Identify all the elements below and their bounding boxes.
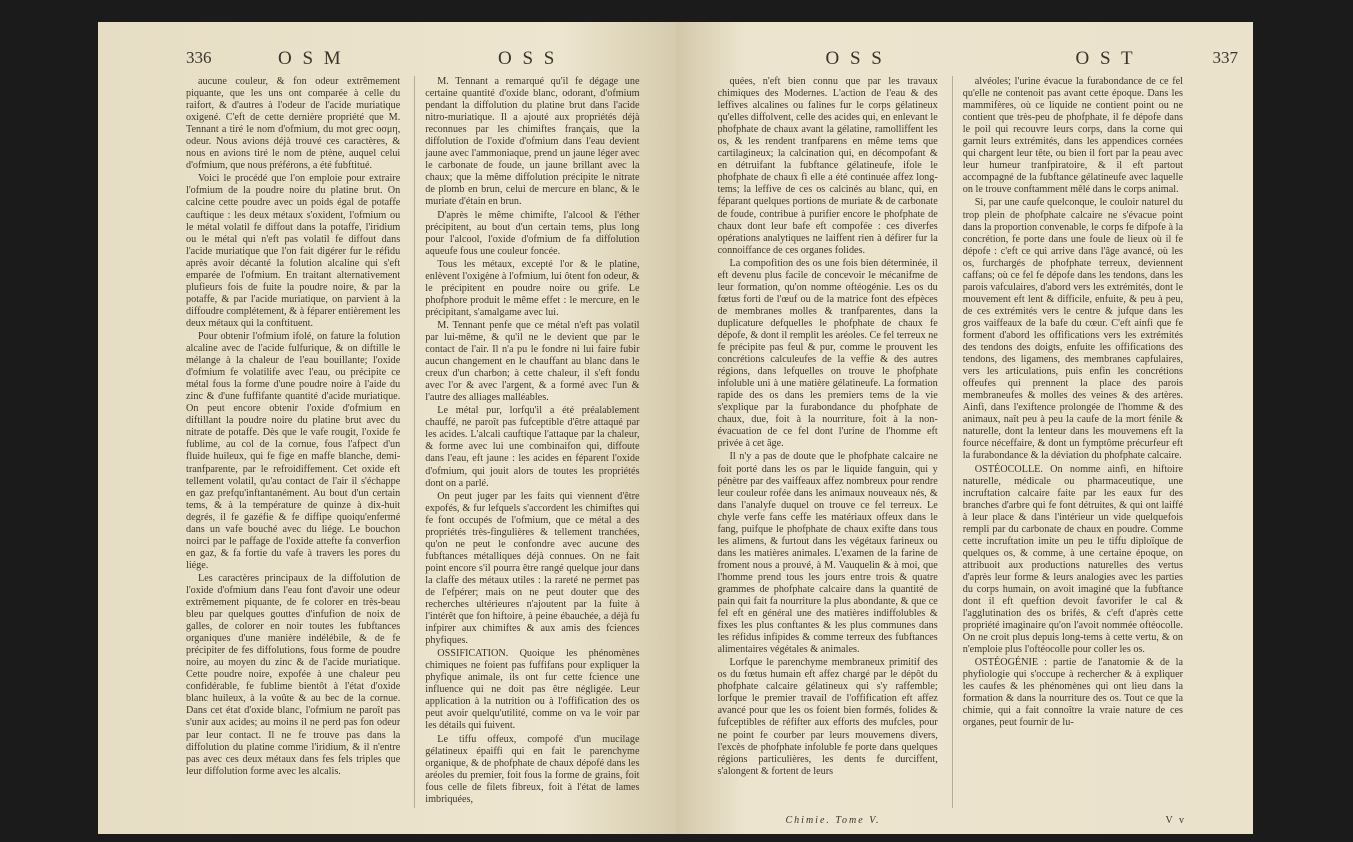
paragraph: OSSIFICATION. Quoique les phénomènes chimiques ne foient pas fuffifans pour expliquer la phyfique animale, ils ont fur cette fcience une influence qui ne doit pas être négligée. Leur application à la nutrition ou à l'offification des os peut avoir quelqu'utilité, comme on va le voir par les détails qui fuivent.: [425, 648, 640, 732]
paragraph: Le tiffu offeux, compofé d'un mucilage gélatineux épaiffi qui en fait le parenchyme organique, & de phofphate de chaux dépofé dans les aréoles du premier, foit fous la forme de grains, foit fous celle de filets fibreux, foit à l'état de lames imbriquées,: [425, 733, 640, 805]
paragraph: La compofition des os une fois bien déterminée, il eft devenu plus facile de concevoir le mécanifme de leur formation, qu'on nomme oftéogénie. Les os du fœtus forti de l'œuf ou de la matrice font des efpèces de membranes molles & tranfparentes, dans la duplicature defquelles le phofphate de chaux fe dépofe, & dont il remplit les aréoles. Ce fel terreux ne fe précipite pas feul & pur, comme le prouvent les concrétions calculeufes de la veffie & des autres régions, dans lefquelles on trouve le phofphate infoluble uni à une matière gélatineufe. La formation rapide des os dans les premiers tems de la vie s'explique par la furabondance du phofphate de chaux, due, foit à la nourriture, foit à la non-évacuation de ce fel dont l'urine de l'homme eft privée à cet âge.: [717, 257, 938, 450]
paragraph: M. Tennant a remarqué qu'il fe dégage une certaine quantité d'oxide blanc, odorant, d'ofmium pendant la diffolution du platine brut dans l'acide nitro-muriatique. Il a ajouté aux propriétés déjà reconnues par les chimiftes français, que la diffolution de l'oxide d'ofmium dans l'eau devient jaune avec l'ammoniaque, prend un jaune léger avec le carbonate de foude, un jaune brillant avec la chaux; que la même diffolution précipite le nitrate de plomb en brun, celui de mercure en blanc, & le muriate d'étain en brun.: [425, 76, 640, 208]
right-column-1: [718, 76, 938, 808]
signature-mark: V v: [1165, 815, 1187, 826]
paragraph: OSTÉOCOLLE. On nomme ainfi, en hiftoire naturelle, médicale ou pharmaceutique, une incruftation calcaire faite par les eaux fur des branches d'arbre qui fe font détruites, & qui ont laiffé à leur place & dans l'intérieur un vide quelquefois rempli par du carbonate de chaux en poudre. Comme cette incruftation imite un peu le tiffu diploïque de quelques os, & comme, à une certaine époque, on attribuoit aux productions naturelles des vertus d'après leur forme & leurs analogies avec les parties du corps humain, on avoit imaginé que la fubftance dont il eft queftion devoit favorifer le cal & l'agglutination des os brifés, & c'eft d'après cette propriété imaginaire qu'on l'avoit nommée oftéocolle. On ne croit plus depuis long-tems à cette vertu, & on n'emploie plus l'oftéocolle pour coller les os.: [962, 463, 1183, 656]
paragraph: Si, par une caufe quelconque, le couloir naturel du trop plein de phofphate calcaire ne s'évacue point dans la proportion convenable, le corps fe difpofe à la concrétion, fe porte dans une foule de lieux où il fe dépofe : c'eft ce qui arrive dans l'âge avancé, où les os, furchargés de phofphate terreux, deviennent caffans; où ce fel fe dépofe dans les tendons, dans les parois vafculaires, d'abord vers les extrémités, dont le mouvement eft lent & difficile, enfuite, & peu à peu, de ces extrémités vers le centre & jufque dans les gros vaiffeaux de la bafe du cœur. C'eft ainfi que fe forment d'abord les offifications vers les extrémités des tendons des doigts, enfuite les offifications des tendons, des ligamens, des membranes capfulaires, vers les articulations, puis enfin les concrétions offeufes qui prennent la place des parois membraneufes & molles des veines & des artères. Ainfi, dans l'exiftence prolongée de l'homme & des animaux, naît peu à peu la caufe de la mort fénile & naturelle, dont la lenteur dans les mouvemens eft la fource néceffaire, & dont un fymptôme précurfeur eft la furabondance & la déviation du phofphate calcaire.: [962, 197, 1183, 462]
signature-line: Chimie. Tome V.: [785, 815, 881, 826]
paragraph: Lorfque le parenchyme membraneux primitif des os du fœtus humain eft affez chargé par le dépôt du phofphate calcaire gélatineux qui s'y raffemble; lorfque le premier travail de l'offification eft affez avancé pour que les os foient bien formés, folides & fufceptibles de réfifter aux efforts des mufcles, pour ne point fe courber par leurs mouvemens divers, l'excès de phofphate infoluble fe porte dans quelques régions particulières, les dents fe durciffent, s'alongent & fortent de leurs: [717, 657, 938, 777]
right-columns: [718, 76, 1184, 808]
right-page: [676, 22, 1254, 834]
paragraph: Voici le procédé que l'on emploie pour extraire l'ofmium de la poudre noire du platine brut. On calcine cette poudre avec un poids égal de potaffe cauftique : les deux métaux s'oxident, l'ofmium ou le métal volatil fe diffout dans la potaffe, l'iridium ou le métal qui n'eft pas volatil fe diffout dans l'acide muriatique que l'on fait digérer fur le réfidu après avoir décanté la folution alcaline qui s'eft emparée de l'ofmium. En traitant alternativement plufieurs fois de fuite la poudre noire, & par la potaffe, & par l'acide muriatique, on parvient à la diffoudre complétement, & à féparer entièrement les deux métaux qui la conftituent.: [186, 173, 401, 329]
paragraph: Le métal pur, lorfqu'il a été préalablement chauffé, ne paroît pas fufceptible d'être attaqué par les acides. L'alcali cauftique l'attaque par la chaleur, & forme avec lui une combinaifon qui, diffoute dans l'eau, eft jaune : les acides en féparent l'oxide d'ofmium, qui jouit alors de toutes les propriétés dont on a parlé.: [425, 405, 640, 489]
paragraph: quées, n'eft bien connu que par les travaux chimiques des Modernes. L'action de l'eau & des leffives alcalines ou falines fur le corps gélatineux qu'elles diffolvent, celle des acides qui, en enlevant le phofphate de chaux avant la gélatine, ramolliffent les os, & les rendent tranfparens en même tems que cartilagineux; la calcination qui, en décompofant & en détruifant la fubftance gélatineufe, ifole le phofphate de chaux fi elle a été continuée affez long-tems; la leffive de ces os calcinés au blanc, qui, en féparant quelques portions de muriate & de carbonate de foude, contribue à purifier encore le phofphate de chaux dont leur bafe eft compofée : ces diverfes opérations analytiques ne laiffent rien à défirer fur la connoiffance de ces organes folides.: [717, 76, 938, 256]
paragraph: Tous les métaux, excepté l'or & le platine, enlèvent l'oxigène à l'ofmium, lui ôtent fon odeur, & le précipitent en poudre noire ou grife. Le phofphore produit le même effet : le mercure, en le précipitant, s'amalgame avec lui.: [425, 258, 640, 318]
left-head-word-2: O S S: [498, 48, 558, 69]
paragraph: On peut juger par les faits qui viennent d'être expofés, & fur lefquels s'accordent les chimiftes qui fe font occupés de l'ofmium, que ce métal a des propriétés très-fingulières & tellement tranchées, qu'on ne peut le confondre avec aucune des fubftances métalliques déjà connues. On ne fait point encore s'il pourra être rangé quelque jour dans la claffe des métaux utiles : la rareté ne permet pas de l'efpérer; mais on ne peut douter que des recherches ultérieures n'ajoutent par la fuite à l'intérêt que fon hiftoire, à peine ébauchée, a déjà fu infpirer aux chimiftes & aux amis des fciences phyfiques.: [425, 490, 640, 647]
paragraph: Pour obtenir l'ofmium ifolé, on fature la folution alcaline avec de l'acide fulfurique, & on diftille le mélange à la chaleur de l'eau bouillante; l'oxide d'ofmium fe volatilife avec l'eau, ou précipite ce métal fous la forme d'une poudre noire à l'aide du zinc & d'une fuffifante quantité d'acide muriatique. On peut encore obtenir l'oxide d'ofmium en diftillant la poudre noire du platine brut avec du nitrate de potaffe. Dès que le vafe rougit, l'oxide fe fublime, au col de la cornue, fous l'afpect d'un fluide huileux, qui fe fige en maffe blanche, demi-tranfparente, par le refroidiffement. Cet oxide eft tellement volatil, qu'au contact de l'air il s'échappe en gaz prefqu'inftantanément. Au bout d'un certain tems, & à la température de quinze à dix-huit degrés, il fe gazéfie & fe diffipe quoiqu'enfermé dans un vafe bouché avec du liége. Le bouchon noirci par le paffage de l'oxide attefte fa converfion en gaz, & fa fortie du vafe à travers les pores du liége.: [186, 330, 401, 571]
right-page-number: 337: [1212, 48, 1238, 67]
left-head-word: O S M: [278, 48, 344, 69]
paragraph: alvéoles; l'urine évacue la furabondance de ce fel qu'elle ne contenoit pas avant cette époque. Dans les mammifères, où ce liquide ne contient point ou ne contient que très-peu de phofphate, il fe dépofe dans le poil qui recouvre leurs corps, dans la corne qui garnit leurs extrémités, dans les appendices cornées qui chargent leur tête, ou bien il fort par la peau avec leur humeur tranfpiratoire, & il eft partout accompagné de la fubftance gélatineufe avec laquelle on le trouve conftamment mêlé dans le corps animal.: [962, 76, 1183, 196]
right-head-word-2: O S T: [1075, 48, 1136, 69]
book-spread: [98, 22, 1253, 834]
left-column-1: [186, 76, 400, 808]
left-page: [98, 22, 676, 834]
right-column-2: [952, 76, 1183, 808]
left-running-head: [98, 48, 676, 74]
paragraph: D'après le même chimifte, l'alcool & l'éther précipitent, au bout d'un certain tems, plus long pour l'alcool, l'oxide d'ofmium de fa diffolution aqueufe fous une couleur foncée.: [425, 209, 640, 257]
paragraph: OSTÉOGÉNIE : partie de l'anatomie & de la phyfiologie qui s'occupe à rechercher & à expliquer les caufes & les phénomènes qui ont lieu dans la formation & dans la nourriture des os. Tout ce que la chimie, qui a fait connoître la vraie nature de ces organes, peut fournir de lu-: [962, 657, 1183, 729]
paragraph: aucune couleur, & fon odeur extrêmement piquante, que les uns ont comparée à celle du raifort, & d'autres à l'odeur de l'acide muriatique oxigené. C'eft de cette dernière propriété que M. Tennant a tiré le nom d'ofmium, du mot grec οσμη, odeur. Nous avions déjà trouvé ces caractères, & nous en avions tiré le nom de ptène, auquel celui d'ofmium, que nous préférons, a été fubftitué.: [186, 76, 401, 172]
left-page-number: 336: [186, 48, 212, 67]
right-head-word: O S S: [825, 48, 885, 69]
paragraph: M. Tennant penfe que ce métal n'eft pas volatil par lui-même, & qu'il ne le devient que par le contact de l'air. Il n'a pu le fondre ni lui faire fubir aucun changement en le chauffant au blanc dans le creux d'un charbon; à cette chaleur, il s'eft fondu avec l'or & avec l'argent, & a formé avec l'un & l'autre des alliages malléables.: [425, 319, 640, 404]
left-columns: [186, 76, 640, 808]
paragraph: Il n'y a pas de doute que le phofphate calcaire ne foit porté dans les os par le liquide fanguin, qui y pénètre par des vaiffeaux affez nombreux pour rendre leur couleur rofée dans les animaux nouveaux nés, & dans l'analyfe duquel on trouve ce fel terreux. Le chyle verfe fans ceffe les matériaux offeux dans le fang, puifque le phofphate de chaux exifte dans tous les alimens, & furtout dans les végétaux farineux ou dans les matières animales. L'examen de la farine de froment nous a prouvé, à M. Vauquelin & à moi, que l'homme prend tous les jours entre trois & quatre grammes de phofphate calcaire dans la quantité de pain qui fait fa nourriture la plus abondante, & que ce fel eft en général une des matières indiffolubles & fixes les plus conftantes & les plus communes dans les réfidus infipides & comme terreux des fubftances alimentaires végétales & animales.: [717, 451, 938, 656]
paragraph: Les caractères principaux de la diffolution de l'oxide d'ofmium dans l'eau font d'avoir une odeur extrêmement piquante, de fe colorer en très-beau bleu par quelques gouttes d'infufion de noix de galles, de colorer en noir toutes les fubftances organiques d'une manière indélébile, & de fe précipiter de fes diffolutions, fous forme de poudre noire, au moyen du zinc & de l'acide muriatique. Cette poudre noire, expofée à une chaleur peu confidérable, fe fublime bientôt à l'état d'oxide blanc huileux, à la voûte & au bec de la cornue. Dans cet état d'oxide blanc, l'ofmium ne paroît pas s'unir aux acides; au moins il ne perd pas fon odeur par leur contact. Il ne fe trouve pas dans la diffolution du platine comme l'iridium, & il n'entre pas avec ces deux métaux dans fes fels triples que leur diffolution forme avec les alcalis.: [186, 572, 401, 777]
left-column-2: [414, 76, 639, 808]
right-running-head: [676, 48, 1254, 74]
